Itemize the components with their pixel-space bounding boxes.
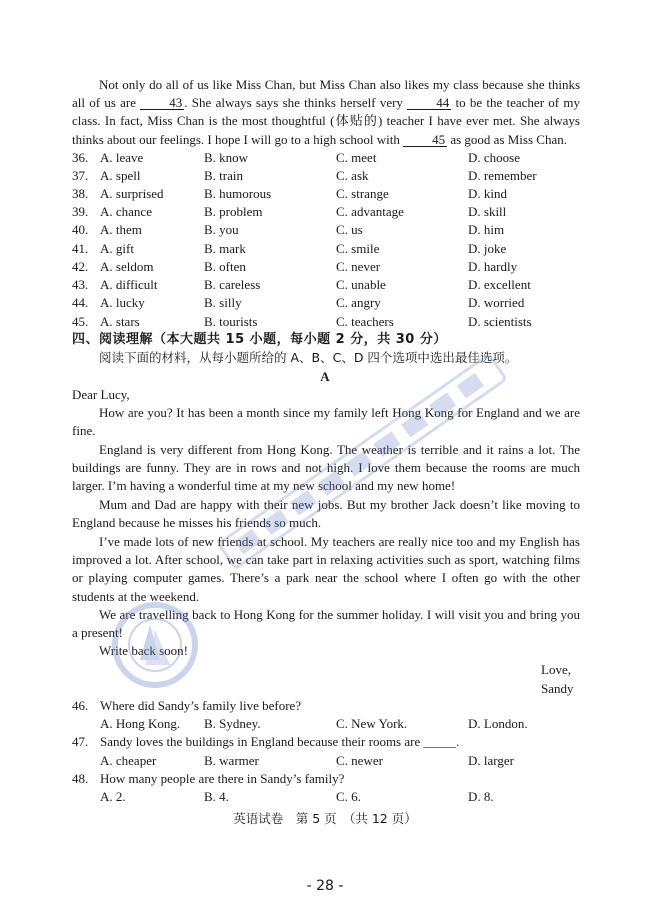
option-c[interactable]: C. unable [336, 277, 386, 292]
question-number: 36. [72, 150, 89, 165]
option-c[interactable]: C. teachers [336, 314, 394, 329]
option-c[interactable]: C. meet [336, 150, 377, 165]
option-d[interactable]: D. choose [468, 150, 520, 165]
question-number: 42. [72, 259, 89, 274]
option-a[interactable]: A. lucky [100, 295, 145, 310]
option-row [72, 167, 592, 185]
option-c[interactable]: C. New York. [336, 716, 408, 731]
question-number: 48. [72, 771, 89, 786]
letter-paragraph-5: We are travelling back to Hong Kong for the summer holiday. I will visit you and bring you a present! [72, 607, 580, 641]
option-row [72, 313, 592, 331]
passage-label: A [320, 369, 330, 384]
option-b[interactable]: B. know [204, 150, 249, 165]
question-number: 46. [72, 698, 89, 713]
question-stem [72, 770, 344, 788]
option-d[interactable]: D. joke [468, 241, 507, 256]
option-d[interactable]: D. hardly [468, 259, 518, 274]
option-c[interactable]: C. us [336, 222, 363, 237]
question-stem [72, 697, 301, 715]
letter-closing: Love, [541, 662, 571, 677]
option-row [72, 221, 592, 239]
option-row [72, 149, 592, 167]
letter-paragraph-2: England is very different from Hong Kong. The weather is terrible and it rains a lot. The buildings are funny. They are in rows and not high. I love them because the rooms are much larger. I’m having a wonderful time at my new school and my new home! [72, 442, 580, 494]
option-row [72, 258, 592, 276]
option-row [72, 276, 592, 294]
option-d[interactable]: D. him [468, 222, 505, 237]
option-c[interactable]: C. newer [336, 753, 383, 768]
question-text: How many people are there in Sandy’s family? [100, 771, 345, 786]
question-number: 39. [72, 204, 89, 219]
option-d[interactable]: D. excellent [468, 277, 531, 292]
passage-line-2b: . She always says she thinks herself very [184, 95, 408, 111]
option-c[interactable]: C. advantage [336, 204, 404, 219]
option-d[interactable]: D. kind [468, 186, 507, 201]
option-d[interactable]: D. scientists [468, 314, 532, 329]
option-a[interactable]: A. Hong Kong. [100, 716, 181, 731]
option-c[interactable]: C. smile [336, 241, 380, 256]
option-b[interactable]: B. problem [204, 204, 263, 219]
option-b[interactable]: B. careless [204, 277, 261, 292]
letter-paragraph-3: Mum and Dad are happy with their new jobs. But my brother Jack doesn’t like moving to England because he misses his friends so much. [72, 497, 580, 531]
option-b[interactable]: B. mark [204, 241, 246, 256]
letter-paragraph-4: I’ve made lots of new friends at school. My teachers are really nice too and my English has improved a lot. After school, we can take part in relaxing activities such as sport, watching films or playing computer games. There’s a park near the school where I often go with the other students at the weekend. [72, 534, 580, 604]
question-number: 38. [72, 186, 89, 201]
option-a[interactable]: A. seldom [100, 259, 154, 274]
option-row [72, 788, 592, 806]
blank-43: 43 [140, 96, 184, 110]
blank-45: 45 [403, 133, 447, 147]
option-b[interactable]: B. warmer [204, 753, 259, 768]
blank-44: 44 [407, 96, 451, 110]
option-row [72, 752, 592, 770]
option-b[interactable]: B. often [204, 259, 246, 274]
cloze-passage-end [72, 76, 580, 149]
question-text: Where did Sandy’s family live before? [100, 698, 302, 713]
passage-line-2c: to be the teacher of my [451, 95, 580, 111]
option-a[interactable]: A. surprised [100, 186, 164, 201]
option-d[interactable]: D. larger [468, 753, 514, 768]
letter-paragraph-1: How are you? It has been a month since my family left Hong Kong for England and we are fine. [72, 405, 580, 439]
option-d[interactable]: D. remember [468, 168, 537, 183]
option-a[interactable]: A. stars [100, 314, 140, 329]
option-a[interactable]: A. difficult [100, 277, 158, 292]
passage-line-4b: as good as Miss Chan. [447, 131, 567, 147]
option-row [72, 715, 592, 733]
option-d[interactable]: D. skill [468, 204, 507, 219]
option-a[interactable]: A. cheaper [100, 753, 157, 768]
option-b[interactable]: B. tourists [204, 314, 258, 329]
question-number: 44. [72, 295, 89, 310]
question-number: 47. [72, 734, 89, 749]
letter-greeting: Dear Lucy, [72, 387, 130, 402]
page-footer: 英语试卷 第 5 页 （共 12 页） [233, 811, 417, 826]
question-number: 41. [72, 241, 89, 256]
option-b[interactable]: B. you [204, 222, 239, 237]
option-d[interactable]: D. worried [468, 295, 525, 310]
letter-paragraph-6: Write back soon! [99, 643, 189, 658]
question-number: 40. [72, 222, 89, 237]
question-stem [72, 733, 459, 751]
page-number: - 28 - [306, 878, 344, 894]
option-a[interactable]: A. leave [100, 150, 144, 165]
question-number: 45. [72, 314, 89, 329]
option-a[interactable]: A. gift [100, 241, 134, 256]
passage-line-2a: all of us are [72, 95, 141, 111]
option-c[interactable]: C. angry [336, 295, 381, 310]
question-number: 37. [72, 168, 89, 183]
option-row [72, 294, 592, 312]
option-c[interactable]: C. never [336, 259, 381, 274]
option-b[interactable]: B. train [204, 168, 243, 183]
option-a[interactable]: A. spell [100, 168, 141, 183]
letter-signature: Sandy [541, 681, 574, 696]
option-d[interactable]: D. London. [468, 716, 528, 731]
passage-line-3: class. In fact, Miss Chan is the most thoughtful (体贴的) teacher I have ever met. She always [72, 113, 580, 129]
option-a[interactable]: A. chance [100, 204, 152, 219]
section-heading: 四、阅读理解（本大题共 15 小题，每小题 2 分，共 30 分） [72, 332, 447, 347]
option-d[interactable]: D. 8. [468, 789, 494, 804]
option-c[interactable]: C. ask [336, 168, 369, 183]
passage-line-1: Not only do all of us like Miss Chan, but Miss Chan also likes my class because she thinks [99, 77, 580, 92]
option-b[interactable]: B. silly [204, 295, 242, 310]
option-b[interactable]: B. humorous [204, 186, 272, 201]
option-row [72, 203, 592, 221]
option-c[interactable]: C. 6. [336, 789, 361, 804]
option-row [72, 240, 592, 258]
question-text: Sandy loves the buildings in England because their rooms are _____. [100, 734, 460, 749]
section-instruction: 阅读下面的材料，从每小题所给的 A、B、C、D 四个选项中选出最佳选项。 [99, 350, 518, 365]
question-number: 43. [72, 277, 89, 292]
option-c[interactable]: C. strange [336, 186, 389, 201]
option-b[interactable]: B. 4. [204, 789, 229, 804]
option-row [72, 185, 592, 203]
passage-line-4a: thinks about our feelings. I hope I will go to a high school with [72, 131, 404, 147]
option-a[interactable]: A. 2. [100, 789, 126, 804]
option-a[interactable]: A. them [100, 222, 142, 237]
option-b[interactable]: B. Sydney. [204, 716, 261, 731]
